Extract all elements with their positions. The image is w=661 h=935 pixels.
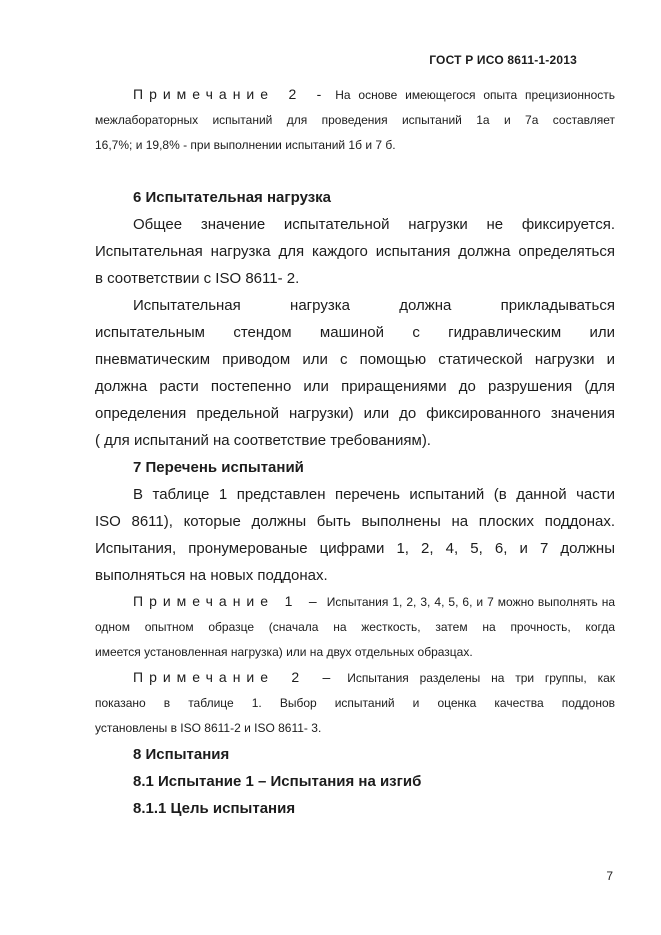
note-line: показано в таблице 1. Выбор испытаний и оценка качества поддонов (95, 696, 615, 710)
paragraph-line: должна расти постепенно или приращениями до разрушения (для (95, 378, 615, 395)
page-content (95, 82, 615, 822)
note-label: Примечание 1 – (133, 593, 323, 609)
section-heading: 7 Перечень испытаний (133, 459, 304, 476)
paragraph-line: Испытательная нагрузка для каждого испытания должна определяться (95, 243, 615, 260)
paragraph-line: в соответствии с ISO 8611- 2. (95, 270, 300, 287)
note-groups (95, 665, 615, 741)
paragraph-line: Испытательная нагрузка должна прикладываться (133, 297, 615, 314)
paragraph-line: В таблице 1 представлен перечень испытаний (в данной части (133, 486, 615, 503)
paragraph (95, 481, 615, 589)
note-label: Примечание 2 – (133, 669, 337, 685)
section-heading: 6 Испытательная нагрузка (133, 189, 332, 206)
subsection-heading: 8.1 Испытание 1 – Испытания на изгиб (133, 773, 422, 790)
paragraph-line: выполняться на новых поддонах. (95, 567, 328, 584)
note-tests (95, 589, 615, 665)
section-heading: 8 Испытания (133, 746, 230, 763)
paragraph (95, 211, 615, 292)
note-precision (95, 82, 615, 158)
paragraph-line: испытательным стендом машиной с гидравлическим или (95, 324, 615, 341)
note-line: установлены в ISO 8611-2 и ISO 8611- 3. (95, 721, 322, 735)
paragraph-line: определения предельной нагрузки) или до фиксированного значения (95, 405, 615, 422)
note-line: межлабораторных испытаний для проведения испытаний 1а и 7а составляет (95, 113, 615, 127)
paragraph-line: Общее значение испытательной нагрузки не фиксируется. (133, 216, 615, 233)
paragraph-line: Испытания, пронумерованые цифрами 1, 2, 4, 5, 6, и 7 должны (95, 540, 615, 557)
paragraph (95, 292, 615, 454)
note-label: Примечание 2 - (133, 86, 328, 102)
paragraph-line: ISO 8611), которые должны быть выполнены на плоских поддонах. (95, 513, 615, 530)
paragraph-line: ( для испытаний на соответствие требованиям). (95, 432, 431, 449)
note-line: На основе имеющегося опыта прецизионность (335, 88, 616, 102)
standard-header: ГОСТ Р ИСО 8611-1-2013 (429, 53, 577, 67)
note-line: 16,7%; и 19,8% - при выполнении испытаний 1б и 7 б. (95, 138, 396, 152)
note-line: одном опытном образце (сначала на жесткость, затем на прочность, когда (95, 620, 615, 634)
note-line: Испытания разделены на три группы, как (347, 671, 616, 685)
page-number: 7 (606, 869, 613, 883)
note-line: Испытания 1, 2, 3, 4, 5, 6, и 7 можно выполнять на (326, 595, 616, 609)
paragraph-line: пневматическим приводом или с помощью статической нагрузки и (95, 351, 615, 368)
note-line: имеется установленная нагрузка) или на двух отдельных образцах. (95, 645, 473, 659)
subsection-heading: 8.1.1 Цель испытания (133, 800, 296, 817)
